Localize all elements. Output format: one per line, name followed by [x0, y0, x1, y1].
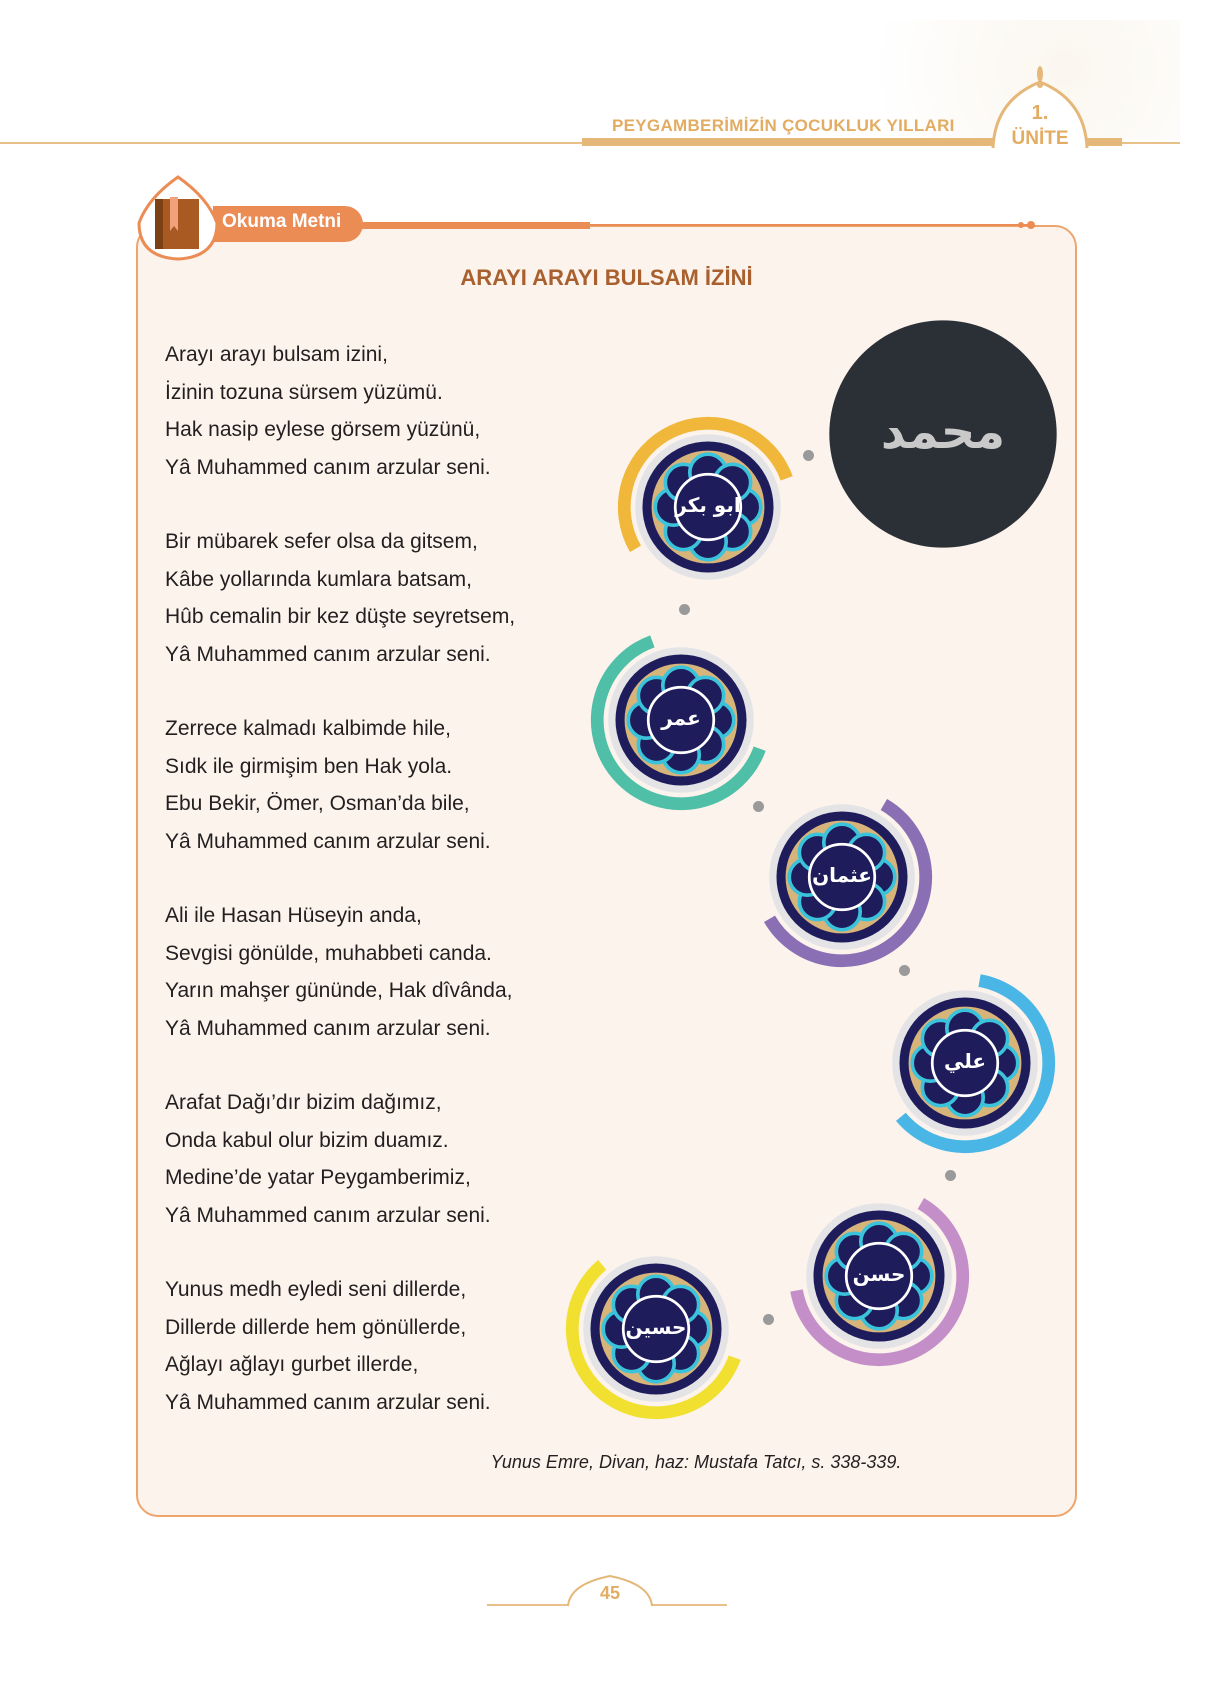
- calligraphy-name: علي: [943, 1049, 987, 1073]
- unit-label: ÜNİTE: [1011, 128, 1069, 149]
- poem-line: Yâ Muhammed canım arzular seni.: [165, 455, 491, 479]
- unit-title: PEYGAMBERİMİZİN ÇOCUKLUK YILLARI: [612, 116, 955, 135]
- calligraphy-name: محمد: [880, 404, 1006, 460]
- poem-line: Yâ Muhammed canım arzular seni.: [165, 1203, 491, 1227]
- tab-rule: [350, 222, 590, 229]
- connector-dot: [763, 1314, 774, 1325]
- citation: Yunus Emre, Divan, haz: Mustafa Tatcı, s. 338-339.: [490, 1452, 902, 1472]
- calligraphy-name: حسين: [625, 1315, 687, 1339]
- poem-line: Kâbe yollarında kumlara batsam,: [165, 567, 472, 591]
- calligraphy-name: عثمان: [812, 863, 872, 887]
- poem-line: Sıdk ile girmişim ben Hak yola.: [165, 754, 453, 778]
- poem-line: Yâ Muhammed canım arzular seni.: [165, 829, 491, 853]
- poem-line: Yarın mahşer gününde, Hak dîvânda,: [165, 979, 513, 1002]
- medallion-husayn: [565, 1238, 747, 1420]
- calligraphy-name: ابو بكر: [675, 493, 741, 517]
- poem-line: Arayı arayı bulsam izini,: [165, 343, 388, 366]
- page-number: 45: [599, 1583, 621, 1603]
- poem-line: Zerrece kalmadı kalbimde hile,: [165, 717, 451, 740]
- ornament-icon: [1015, 221, 1045, 229]
- unit-number: 1.: [1031, 102, 1049, 124]
- poem-title: ARAYI ARAYI BULSAM İZİNİ: [460, 265, 753, 290]
- connector-dot: [753, 801, 764, 812]
- medallion-ali: [874, 972, 1056, 1154]
- poem-line: Yâ Muhammed canım arzular seni.: [165, 642, 491, 666]
- medallion-abu-bakr: [617, 416, 799, 598]
- poem-line: Ali ile Hasan Hüseyin anda,: [165, 904, 422, 927]
- reading-tab: Okuma Metni: [213, 206, 363, 242]
- poem-line: Dillerde dillerde hem gönüllerde,: [165, 1315, 467, 1339]
- poem-line: Sevgisi gönülde, muhabbeti canda.: [165, 941, 492, 965]
- connector-dot: [945, 1170, 956, 1181]
- medallion-omar: [590, 629, 772, 811]
- calligraphy-name: حسن: [852, 1262, 906, 1286]
- poem-line: Yâ Muhammed canım arzular seni.: [165, 1016, 491, 1040]
- medallion-hasan: [788, 1185, 970, 1367]
- tab-rule-thin: [590, 224, 1030, 226]
- medallion-muhammad: [827, 318, 1059, 550]
- connector-dot: [679, 604, 690, 615]
- poem-line: Onda kabul olur bizim duamız.: [165, 1128, 449, 1152]
- book-icon: [133, 173, 223, 263]
- poem-line: Hak nasip eylese görsem yüzünü,: [165, 418, 481, 441]
- poem-line: Bir mübarek sefer olsa da gitsem,: [165, 530, 478, 553]
- poem-line: Yunus medh eyledi seni dillerde,: [165, 1278, 467, 1301]
- calligraphy-name: عمر: [661, 706, 701, 730]
- poem-line: Hûb cemalin bir kez düşte seyretsem,: [165, 605, 516, 628]
- poem-line: Medine’de yatar Peygamberimiz,: [165, 1166, 471, 1189]
- poem-line: Ağlayı ağlayı gurbet illerde,: [165, 1353, 419, 1376]
- medallion-osman: [751, 786, 933, 968]
- connector-dot: [803, 450, 814, 461]
- connector-dot: [899, 965, 910, 976]
- poem-line: Ebu Bekir, Ömer, Osman’da bile,: [165, 792, 470, 815]
- poem-line: Arafat Dağı’dır bizim dağımız,: [165, 1091, 442, 1114]
- poem-line: İzinin tozuna sürsem yüzümü.: [165, 380, 443, 404]
- poem-line: Yâ Muhammed canım arzular seni.: [165, 1390, 491, 1414]
